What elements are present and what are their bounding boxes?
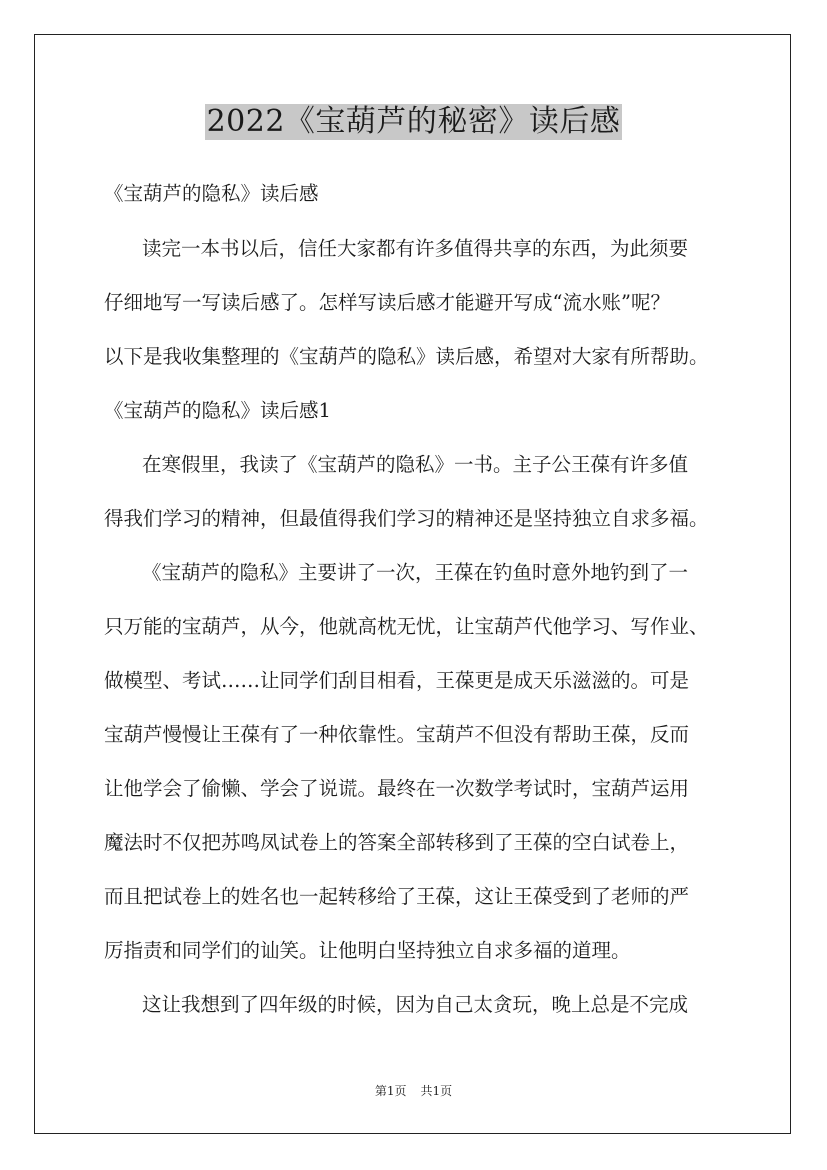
paragraph-line: 读完一本书以后，信任大家都有许多值得共享的东西，为此须要: [142, 237, 689, 260]
paragraph-line: 只万能的宝葫芦，从今，他就高枕无忧，让宝葫芦代他学习、写作业、: [104, 615, 709, 638]
paragraph-line: 得我们学习的精神，但最值得我们学习的精神还是坚持独立自求多福。: [104, 507, 709, 530]
section-heading: 《宝葫芦的隐私》读后感1: [104, 399, 331, 422]
page-total: 共1页: [420, 1084, 453, 1098]
paragraph-line: 以下是我收集整理的《宝葫芦的隐私》读后感，希望对大家有所帮助。: [104, 345, 709, 368]
subtitle-line: 《宝葫芦的隐私》读后感: [104, 182, 319, 205]
paragraph-line: 在寒假里，我读了《宝葫芦的隐私》一书。主子公王葆有许多值: [142, 453, 689, 476]
title-container: [0, 104, 827, 140]
paragraph-line: 而且把试卷上的姓名也一起转移给了王葆，这让王葆受到了老师的严: [104, 885, 690, 908]
paragraph-line: 魔法时不仅把苏鸣凤试卷上的答案全部转移到了王葆的空白试卷上，: [104, 831, 690, 854]
paragraph-line: 做模型、考试……让同学们刮目相看，王葆更是成天乐滋滋的。可是: [104, 669, 690, 692]
paragraph-line: 宝葫芦慢慢让王葆有了一种依靠性。宝葫芦不但没有帮助王葆，反而: [104, 723, 690, 746]
paragraph-line: 厉指责和同学们的讪笑。让他明白坚持独立自求多福的道理。: [104, 939, 631, 962]
paragraph-line: 《宝葫芦的隐私》主要讲了一次，王葆在钓鱼时意外地钓到了一: [142, 561, 689, 584]
page-number: 第1页: [374, 1084, 407, 1098]
paragraph-line: 仔细地写一写读后感了。怎样写读后感才能避开写成“流水账”呢？: [104, 291, 670, 314]
paragraph-line: 让他学会了偷懒、学会了说谎。最终在一次数学考试时，宝葫芦运用: [104, 777, 690, 800]
document-title: 2022《宝葫芦的秘密》读后感: [206, 104, 621, 139]
paragraph-line: 这让我想到了四年级的时候，因为自己太贪玩，晚上总是不完成: [142, 993, 689, 1016]
page-footer: [0, 1084, 827, 1098]
